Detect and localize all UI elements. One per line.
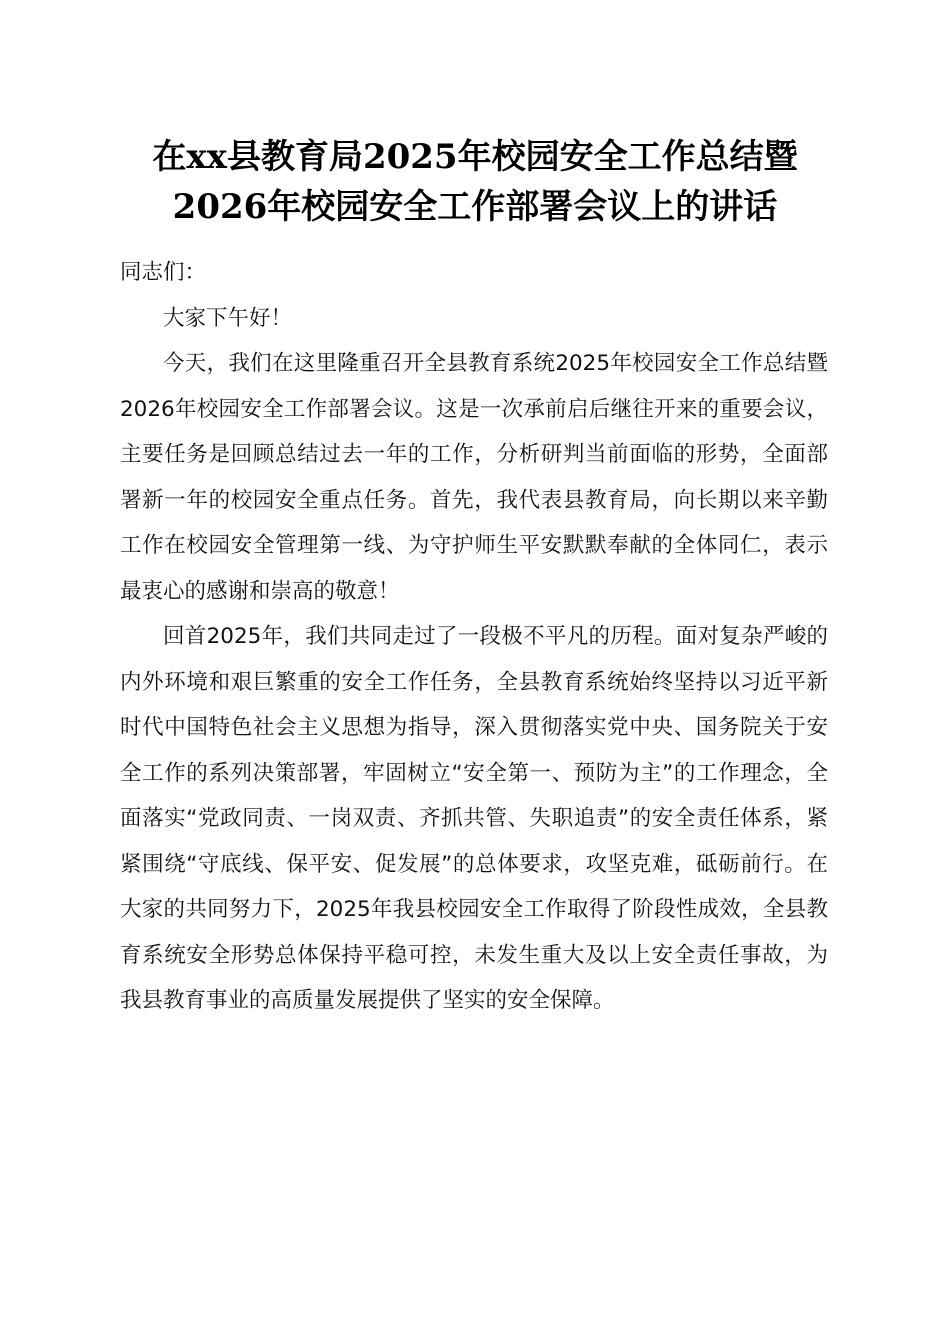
title-line-2: 2026年校园安全工作部署会议上的讲话 [172, 187, 778, 227]
paragraph-opening: 今天，我们在这里隆重召开全县教育系统2025年校园安全工作总结暨2026年校园安全工作部署会议。这是一次承前启后继往开来的重要会议，主要任务是回顾总结过去一年的工作，分析研判当前面临的形势，全面部署新一年的校园安全重点任务。首先，我代表县教育局，向长期以来辛勤工作在校园安全管理第一线、为守护师生平安默默奉献的全体同仁，表示最衷心的感谢和崇高的敬意！ [120, 351, 828, 604]
paragraph-review: 回首2025年，我们共同走过了一段极不平凡的历程。面对复杂严峻的内外环境和艰巨繁重的安全工作任务，全县教育系统始终坚持以习近平新时代中国特色社会主义思想为指导，深入贯彻落实党中央、国务院关于安全工作的系列决策部署，牢固树立“安全第一、预防为主”的工作理念，全面落实“党政同责、一岗双责、齐抓共管、失职追责”的安全责任体系，紧紧围绕“守底线、保平安、促发展”的总体要求，攻坚克难，砥砺前行。在大家的共同努力下，2025年我县校园安全工作取得了阶段性成效，全县教育系统安全形势总体保持平稳可控，未发生重大及以上安全责任事故，为我县教育事业的高质量发展提供了坚实的安全保障。 [120, 624, 828, 1013]
document-body [120, 250, 828, 1024]
title-line-1: 在xx县教育局2025年校园安全工作总结暨 [152, 137, 798, 177]
paragraph-greeting: 大家下午好！ [163, 305, 293, 331]
document-title [100, 132, 850, 232]
salutation: 同志们： [120, 260, 207, 285]
